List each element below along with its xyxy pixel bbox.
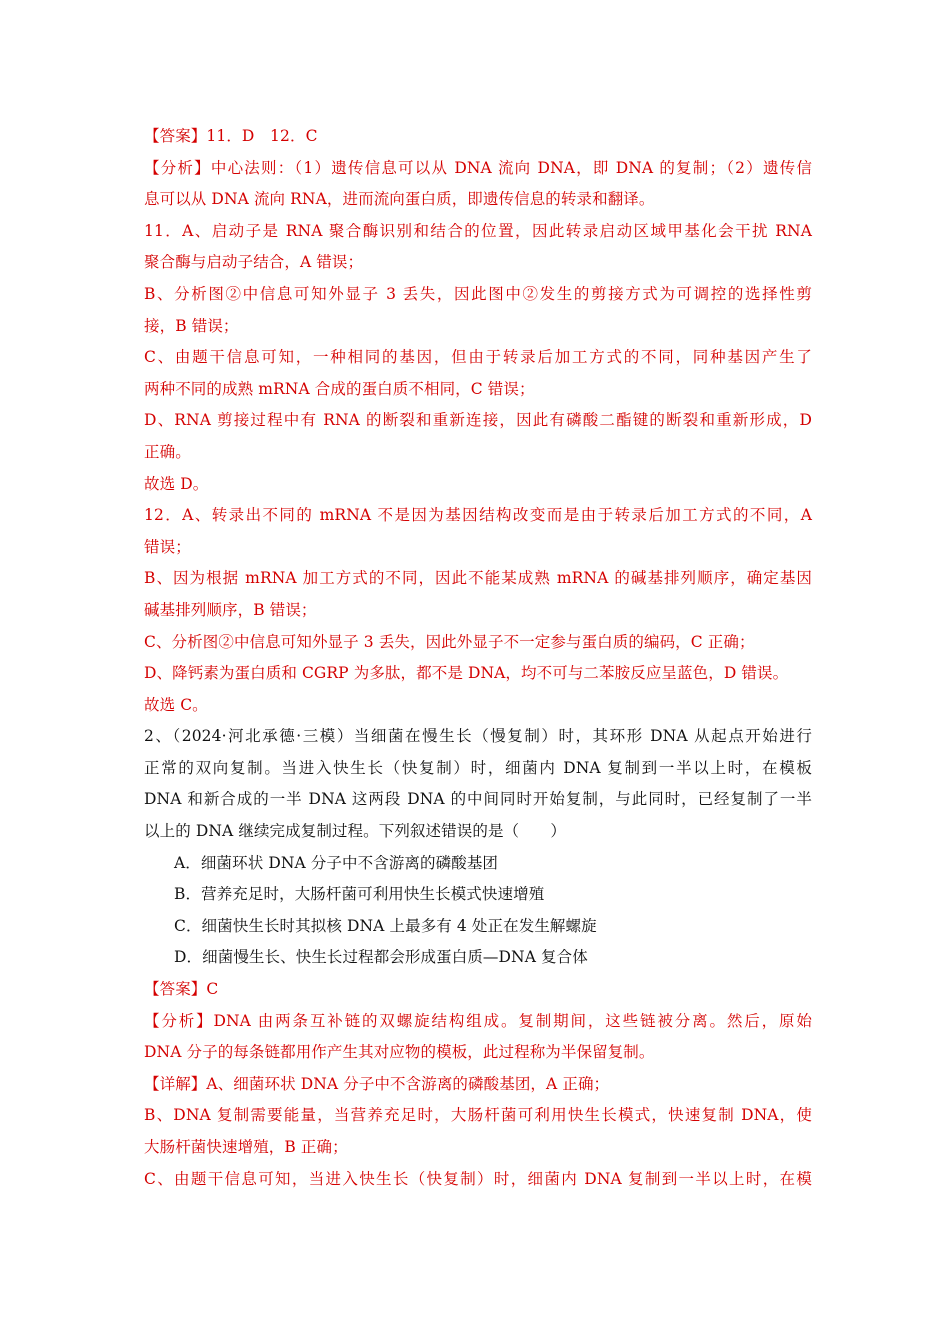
text-line: 正常的双向复制。当进入快生长（快复制）时，细菌内 DNA 复制到一半以上时，在模板 bbox=[144, 758, 812, 777]
text-line: DNA 分子的每条链都用作产生其对应物的模板，此过程称为半保留复制。 bbox=[144, 1043, 655, 1062]
text-line: 【详解】A、细菌环状 DNA 分子中不含游离的磷酸基团，A 正确； bbox=[144, 1074, 610, 1093]
text-line: 接，B 错误； bbox=[144, 316, 239, 335]
answer-option: C．细菌快生长时其拟核 DNA 上最多有 4 处正在发生解螺旋 bbox=[174, 916, 597, 935]
text-line: 息可以从 DNA 流向 RNA，进而流向蛋白质，即遗传信息的转录和翻译。 bbox=[144, 190, 655, 209]
text-line: 大肠杆菌快速增殖，B 正确； bbox=[144, 1138, 348, 1156]
text-line: C、分析图②中信息可知外显子 3 丢失，因此外显子不一定参与蛋白质的编码，C 正确； bbox=[144, 632, 755, 651]
text-line: B、因为根据 mRNA 加工方式的不同，因此不能某成熟 mRNA 的碱基排列顺序，确定基因 bbox=[144, 569, 812, 588]
text-line: 【分析】DNA 由两条互补链的双螺旋结构组成。复制期间，这些链被分离。然后，原始 bbox=[144, 1011, 812, 1030]
text-line: 碱基排列顺序，B 错误； bbox=[144, 600, 317, 619]
text-line: DNA 和新合成的一半 DNA 这两段 DNA 的中间同时开始复制，与此同时，已经复制了一半 bbox=[144, 790, 812, 809]
text-line: B、DNA 复制需要能量，当营养充足时，大肠杆菌可利用快生长模式，快速复制 DNA，使 bbox=[144, 1106, 812, 1125]
text-line: 正确。 bbox=[144, 442, 191, 461]
text-line: 【答案】11．D 12．C bbox=[144, 127, 318, 145]
text-line: C、由题干信息可知，一种相同的基因，但由于转录后加工方式的不同，同种基因产生了 bbox=[144, 348, 812, 367]
text-line: 12．A、转录出不同的 mRNA 不是因为基因结构改变而是由于转录后加工方式的不同，A bbox=[144, 506, 812, 525]
text-line: 11．A、启动子是 RNA 聚合酶识别和结合的位置，因此转录启动区域甲基化会干扰 RNA bbox=[144, 221, 812, 240]
text-line: B、分析图②中信息可知外显子 3 丢失，因此图中②发生的剪接方式为可调控的选择性剪 bbox=[144, 284, 812, 303]
text-line: 以上的 DNA 继续完成复制过程。下列叙述错误的是（ ） bbox=[144, 822, 566, 841]
text-line: 两种不同的成熟 mRNA 合成的蛋白质不相同，C 错误； bbox=[144, 379, 535, 398]
text-line: 【答案】C bbox=[144, 980, 219, 999]
text-line: 错误； bbox=[144, 537, 191, 556]
text-line: 故选 D。 bbox=[144, 474, 209, 493]
answer-option: A．细菌环状 DNA 分子中不含游离的磷酸基团 bbox=[174, 853, 499, 872]
text-line: 【分析】中心法则：（1）遗传信息可以从 DNA 流向 DNA，即 DNA 的复制；（2）遗传信 bbox=[144, 158, 812, 177]
text-line: 故选 C。 bbox=[144, 695, 208, 714]
text-line: D、RNA 剪接过程中有 RNA 的断裂和重新连接，因此有磷酸二酯键的断裂和重新形成，D bbox=[144, 411, 812, 430]
text-line: C、由题干信息可知，当进入快生长（快复制）时，细菌内 DNA 复制到一半以上时，在模 bbox=[144, 1169, 812, 1188]
text-line: 2、（2024·河北承德·三模）当细菌在慢生长（慢复制）时，其环形 DNA 从起点开始进行 bbox=[144, 727, 812, 746]
text-line: D、降钙素为蛋白质和 CGRP 为多肽，都不是 DNA，均不可与二苯胺反应呈蓝色，D 错误。 bbox=[144, 664, 789, 683]
answer-option: D．细菌慢生长、快生长过程都会形成蛋白质—DNA 复合体 bbox=[174, 948, 588, 967]
answer-option: B．营养充足时，大肠杆菌可利用快生长模式快速增殖 bbox=[174, 885, 545, 904]
text-line: 聚合酶与启动子结合，A 错误； bbox=[144, 253, 364, 272]
